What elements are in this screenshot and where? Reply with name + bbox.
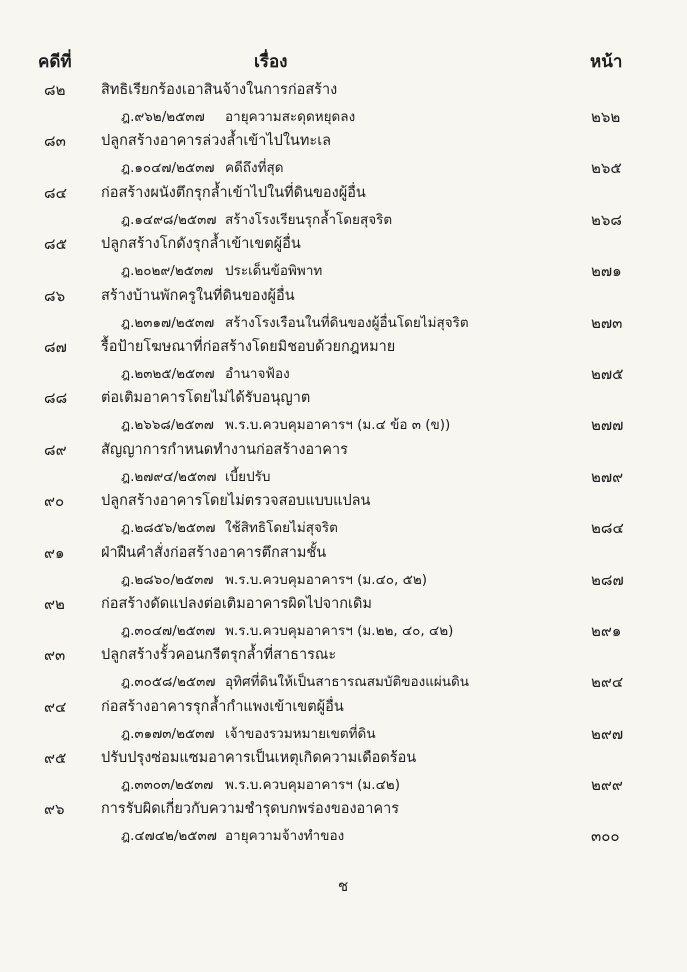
- decision-reference: [121, 773, 400, 795]
- legal-topic: อายุความจ้างทำของ: [225, 828, 345, 845]
- page-number: ๒๙๑: [591, 621, 622, 640]
- case-number: ๘๔: [44, 183, 67, 202]
- page-marker: ช: [338, 877, 349, 895]
- decision-number: ฎ.๒๖๖๘/๒๕๓๗: [121, 417, 214, 434]
- case-index-list: [0, 78, 687, 849]
- decision-reference: [121, 568, 427, 590]
- legal-topic: พ.ร.บ.ควบคุมอาคารฯ (ม.๔๒): [225, 777, 400, 794]
- case-title: ปลูกสร้างอาคารโดยไม่ตรวจสอบแบบแปลน: [101, 493, 371, 510]
- case-title: ก่อสร้างผนังตึกรุกล้ำเข้าไปในที่ดินของผู้อื่น: [101, 184, 366, 201]
- decision-number: ฎ.๑๔๙๘/๒๕๓๗: [121, 211, 217, 228]
- page-number: ๒๗๙: [591, 467, 624, 486]
- legal-topic: พ.ร.บ.ควบคุมอาคารฯ (ม.๔๐, ๕๒): [225, 571, 428, 588]
- index-entry: [0, 643, 687, 694]
- page-number: ๒๗๕: [591, 364, 624, 383]
- decision-reference: [121, 208, 392, 230]
- page-number: ๒๖๘: [591, 210, 622, 229]
- index-entry: [0, 181, 687, 232]
- page-number: ๒๗๗: [591, 416, 624, 435]
- decision-reference: [121, 362, 290, 384]
- legal-topic: สร้างโรงเรียนรุกล้ำโดยสุจริต: [225, 211, 393, 228]
- case-title: สิทธิเรียกร้องเอาสินจ้างในการก่อสร้าง: [101, 82, 338, 98]
- case-title: ก่อสร้างดัดแปลงต่อเติมอาคารผิดไปจากเดิม: [101, 595, 372, 612]
- decision-reference: [121, 259, 322, 281]
- page-number: ๒๘๗: [591, 570, 624, 589]
- case-title: ปรับปรุงซ่อมแซมอาคารเป็นเหตุเกิดความเดือดร้อน: [101, 750, 417, 767]
- page-number: ๒๘๔: [591, 519, 624, 538]
- legal-topic: พ.ร.บ.ควบคุมอาคารฯ (ม.๒๒, ๔๐, ๔๒): [225, 622, 454, 639]
- decision-number: ฎ.๒๘๕๖/๒๕๓๗: [121, 520, 216, 537]
- legal-topic: อุทิศที่ดินให้เป็นสาธารณสมบัติของแผ่นดิน: [225, 674, 470, 691]
- legal-topic: พ.ร.บ.ควบคุมอาคารฯ (ม.๔ ข้อ ๓ (ข)): [225, 417, 451, 434]
- index-entry: [0, 438, 687, 489]
- legal-topic: เบี้ยปรับ: [225, 468, 271, 485]
- case-number: ๘๘: [44, 389, 68, 408]
- case-number: ๙๒: [44, 594, 65, 613]
- case-title: การรับผิดเกี่ยวกับความชำรุดบกพร่องของอาคาร: [101, 801, 400, 818]
- decision-reference: [121, 670, 469, 692]
- decision-number: ฎ.๒๐๒๙/๒๕๓๗: [121, 263, 214, 280]
- index-entry: [0, 232, 687, 283]
- subject-header: เรื่อง: [254, 52, 288, 72]
- decision-number: ฎ.๓๐๔๗/๒๕๓๗: [121, 622, 216, 639]
- decision-number: ฎ.๒๓๒๕/๒๕๓๗: [121, 365, 215, 382]
- page-number: ๒๗๑: [591, 262, 622, 281]
- case-title: สัญญาการกำหนดทำงานก่อสร้างอาคาร: [101, 441, 348, 458]
- case-number: ๘๓: [44, 132, 66, 151]
- index-entry: [0, 541, 687, 592]
- legal-topic: คดีถึงที่สุด: [225, 160, 284, 177]
- decision-reference: [121, 722, 376, 744]
- case-number: ๙๓: [44, 646, 66, 665]
- decision-reference: [121, 824, 344, 846]
- legal-topic: สร้างโรงเรือนในที่ดินของผู้อื่นโดยไม่สุจริต: [225, 314, 469, 331]
- case-title: ต่อเติมอาคารโดยไม่ได้รับอนุญาต: [101, 390, 311, 407]
- decision-number: ฎ.๒๗๙๔/๒๕๓๗: [121, 468, 217, 485]
- index-entry: [0, 335, 687, 386]
- case-title: สร้างบ้านพักครูในที่ดินของผู้อื่น: [101, 287, 295, 304]
- index-entry: [0, 489, 687, 540]
- decision-number: ฎ.๔๗๔๒/๒๕๓๗: [121, 828, 217, 845]
- case-number: ๘๒: [44, 81, 66, 99]
- index-entry: [0, 592, 687, 643]
- index-entry: [0, 746, 687, 797]
- case-number: ๘๗: [44, 337, 67, 356]
- page-number: ๒๙๙: [591, 776, 623, 795]
- case-number-header: คดีที่: [38, 52, 72, 72]
- index-entry: [0, 695, 687, 746]
- case-title: รื้อป้ายโฆษณาที่ก่อสร้างโดยมิชอบด้วยกฎหมาย: [101, 338, 396, 355]
- legal-topic: ใช้สิทธิโดยไม่สุจริต: [225, 520, 338, 537]
- decision-reference: [121, 105, 355, 127]
- case-number: ๙๖: [44, 800, 65, 819]
- case-title: ฝ่าฝืนคำสั่งก่อสร้างอาคารตึกสามชั้น: [101, 544, 327, 561]
- case-number: ๘๖: [44, 286, 66, 305]
- legal-topic: อายุความสะดุดหยุดลง: [225, 109, 356, 125]
- index-entry: [0, 78, 687, 129]
- page-number: ๒๖๒: [591, 108, 621, 126]
- index-entry: [0, 129, 687, 180]
- page-number: ๒๙๔: [591, 673, 624, 692]
- case-title: ก่อสร้างอาคารรุกล้ำกำแพงเข้าเขตผู้อื่น: [101, 698, 344, 715]
- decision-number: ฎ.๓๐๕๘/๒๕๓๗: [121, 674, 216, 691]
- decision-reference: [121, 311, 469, 333]
- decision-number: ฎ.๑๐๔๗/๒๕๓๗: [121, 160, 215, 177]
- decision-reference: [121, 465, 270, 487]
- decision-reference: [121, 619, 453, 641]
- case-number: ๙๕: [44, 749, 67, 768]
- case-number: ๙๑: [44, 543, 65, 562]
- legal-topic: อำนาจฟ้อง: [225, 365, 290, 382]
- case-title: ปลูกสร้างอาคารล่วงล้ำเข้าไปในทะเล: [101, 133, 332, 150]
- case-number: ๘๕: [44, 235, 67, 254]
- index-entry: [0, 284, 687, 335]
- decision-number: ฎ.๓๓๐๓/๒๕๓๗: [121, 777, 214, 794]
- index-entry: [0, 797, 687, 848]
- case-number: ๙๐: [44, 492, 65, 511]
- decision-reference: [121, 413, 450, 435]
- case-title: ปลูกสร้างโกดังรุกล้ำเข้าเขตผู้อื่น: [101, 236, 301, 253]
- legal-topic: ประเด็นข้อพิพาท: [225, 263, 323, 280]
- decision-reference: [121, 156, 283, 178]
- decision-number: ฎ.๙๖๒/๒๕๓๗: [121, 109, 205, 125]
- page-number-header: หน้า: [590, 52, 623, 72]
- case-title: ปลูกสร้างรั้วคอนกรีตรุกล้ำที่สาธารณะ: [101, 647, 337, 664]
- case-number: ๘๙: [44, 440, 67, 459]
- decision-number: ฎ.๓๑๗๓/๒๕๓๗: [121, 725, 215, 742]
- page-number: ๒๖๕: [591, 159, 622, 178]
- case-number: ๙๔: [44, 697, 67, 716]
- page-number: ๒๗๓: [591, 313, 623, 332]
- legal-topic: เจ้าของรวมหมายเขตที่ดิน: [225, 725, 376, 742]
- page-number: ๒๙๗: [591, 724, 624, 743]
- index-entry: [0, 386, 687, 437]
- decision-reference: [121, 516, 338, 538]
- decision-number: ฎ.๒๘๖๐/๒๕๓๗: [121, 571, 214, 588]
- page-number: ๓๐๐: [591, 827, 620, 846]
- decision-number: ฎ.๒๓๑๗/๒๕๓๗: [121, 314, 215, 331]
